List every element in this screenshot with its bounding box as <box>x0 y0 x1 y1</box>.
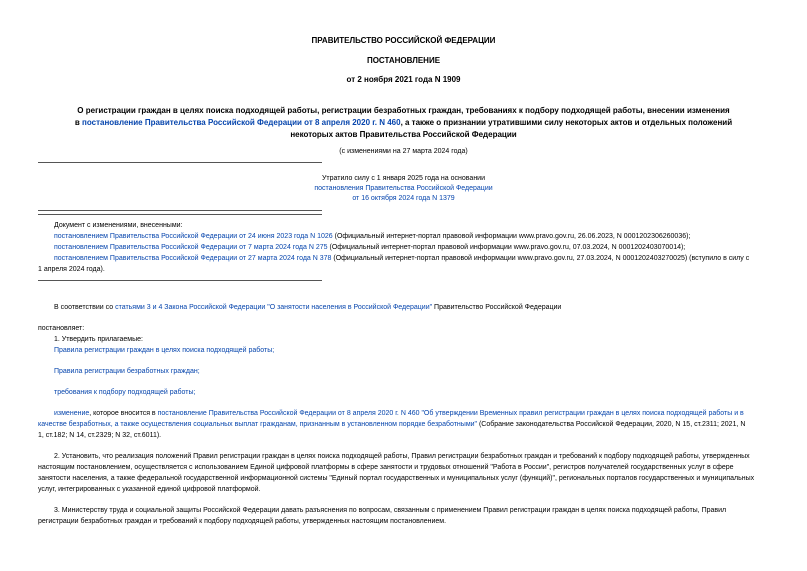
divider-3 <box>38 214 322 215</box>
preamble-law-link[interactable]: статьями 3 и 4 Закона Российской Федерации "О занятости населения в Российской Федерации" <box>115 304 433 311</box>
change-item-3-continuation: 1 апреля 2024 года). <box>38 266 105 273</box>
change-item-3-link[interactable]: постановлением Правительства Российской Федерации от 27 марта 2024 года N 378 <box>54 255 332 262</box>
item1-change-act-link-cont[interactable]: качестве безработных, а также осуществления социальных выплат гражданам, признанным в установленном порядке безработными" <box>38 421 478 428</box>
item1-change-line2 <box>38 420 745 430</box>
item1-requirements-link[interactable]: требования к подбору подходящей работы; <box>54 389 196 396</box>
change-item-2-link[interactable]: постановлением Правительства Российской Федерации от 7 марта 2024 года N 275 <box>54 244 328 251</box>
preamble-prefix: В соответствии со <box>54 304 116 311</box>
amended-note: (с изменениями на 27 марта 2024 года) <box>339 148 468 155</box>
divider-4 <box>38 280 322 281</box>
item3-line1: 3. Министерству труда и социальной защиты Российской Федерации давать разъяснения по вопросам, связанным с применением Правил регистрации граждан в целях поиска подходящей работы, Правил <box>54 507 727 514</box>
item2-line3: занятости населения, а также федеральной государственной информационной системы "Единый портал государственных и муниципальных услуг (функций)", региональных порталов государственных и муниципальных <box>38 475 755 482</box>
item1-rules-link[interactable]: Правила регистрации граждан в целях поиска подходящей работы; <box>54 347 275 354</box>
item1-change-tail: (Собрание законодательства Российской Федерации, 2020, N 15, ст.2311; 2021, N <box>477 421 746 428</box>
change-item-3-text: (Официальный интернет-портал правовой информации www.pravo.gov.ru, 27.03.2024, N 0001202403270025) (вступило в силу с <box>331 255 750 262</box>
item1-change-text: , которое вносится в <box>89 410 158 417</box>
item3-line2: регистрации безработных граждан и требований к подбору подходящей работы, утвержденных настоящим постановлением. <box>38 518 447 525</box>
item1-change-act-link[interactable]: постановление Правительства Российской Федерации от 8 апреля 2020 г. N 460 "Об утверждении Временных правил регистрации граждан в целях поиска подходящей работы и в <box>157 410 744 417</box>
change-item-1 <box>54 232 690 242</box>
change-item-1-link[interactable]: постановлением Правительства Российской Федерации от 24 июня 2023 года N 1026 <box>54 233 333 240</box>
document-type: ПОСТАНОВЛЕНИЕ <box>366 56 441 65</box>
item1-change-link[interactable]: изменение <box>54 410 90 417</box>
item2-line1: 2. Установить, что реализация положений Правил регистрации граждан в целях поиска подходящей работы, Правил регистрации безработных граждан и требований к подбору подходящей работы, утвержденных <box>54 453 750 460</box>
preamble <box>54 303 561 313</box>
title-part2: , а также о признании утратившими силу некоторых актов и отдельных положений <box>400 118 733 127</box>
expired-basis-date-link[interactable]: от 16 октября 2024 года N 1379 <box>352 195 455 202</box>
expired-basis-link[interactable]: постановления Правительства Российской Федерации <box>314 185 493 192</box>
divider-2 <box>38 210 322 211</box>
title-in-word: в <box>74 118 80 127</box>
document-title-line3: некоторых актов Правительства Российской Федерации <box>290 130 517 139</box>
item1-change-line3: 1, ст.182; N 14, ст.2329; N 32, ст.6011). <box>38 432 162 439</box>
item2-line2: настоящим постановлением, осуществляется с использованием Единой цифровой платформы в сфере занятости и трудовых отношений "Работа в России", регистров получателей государственных услуг в сфере <box>38 464 734 471</box>
item1-unemployed-rules-link[interactable]: Правила регистрации безработных граждан; <box>54 368 200 375</box>
document-title-line1: О регистрации граждан в целях поиска подходящей работы, регистрации безработных граждан, требованиях к подбору подходящей работы, внесении изменения <box>77 106 730 115</box>
document-date-number: от 2 ноября 2021 года N 1909 <box>346 75 461 84</box>
document-title-line2 <box>0 118 807 127</box>
expired-note: Утратило силу с 1 января 2025 года на основании <box>321 175 486 182</box>
change-item-1-text: (Официальный интернет-портал правовой информации www.pravo.gov.ru, 26.06.2023, N 0001202306260036); <box>332 233 691 240</box>
changes-heading: Документ с изменениями, внесенными: <box>54 222 183 229</box>
divider-1 <box>38 162 322 163</box>
item2-line4: услуг, интегрированных с указанной единой цифровой платформой. <box>38 486 261 493</box>
resolves-label: постановляет: <box>38 325 85 332</box>
item1-change-line1 <box>54 409 744 419</box>
government-heading: ПРАВИТЕЛЬСТВО РОССИЙСКОЙ ФЕДЕРАЦИИ <box>311 36 496 45</box>
item1-intro: 1. Утвердить прилагаемые: <box>54 336 143 343</box>
title-amended-act-link[interactable]: постановление Правительства Российской Федерации от 8 апреля 2020 г. N 460 <box>82 118 401 127</box>
change-item-3 <box>54 254 749 264</box>
preamble-suffix: Правительство Российской Федерации <box>432 304 562 311</box>
change-item-2-text: (Официальный интернет-портал правовой информации www.pravo.gov.ru, 07.03.2024, N 0001202403070014); <box>327 244 686 251</box>
change-item-2 <box>54 243 685 253</box>
